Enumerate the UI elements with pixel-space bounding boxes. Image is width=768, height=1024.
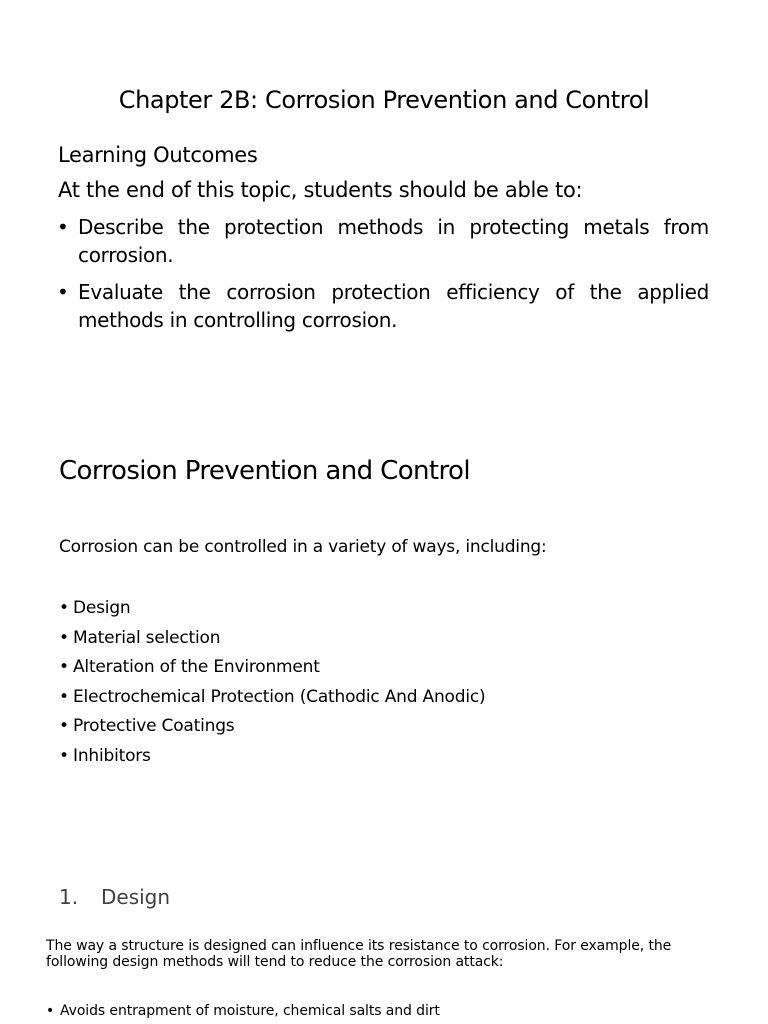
list-item <box>46 1002 440 1020</box>
list-item-text: Alteration of the Environment <box>73 657 320 677</box>
chapter-title: Chapter 2B: Corrosion Prevention and Control <box>118 86 650 114</box>
list-item <box>57 278 709 334</box>
bullet-icon: • <box>59 716 69 736</box>
bullet-icon: • <box>57 280 69 304</box>
list-item <box>59 594 485 624</box>
heading-text: Design <box>101 885 171 909</box>
list-item-text: Electrochemical Protection (Cathodic And Anodic) <box>73 686 486 707</box>
heading-number: 1. <box>59 885 79 909</box>
list-item <box>59 712 485 742</box>
section-title: Corrosion Prevention and Control <box>59 456 470 486</box>
learning-outcomes-list <box>57 213 709 334</box>
bullet-icon: • <box>59 686 69 707</box>
design-methods-list <box>46 1002 440 1020</box>
learning-outcomes-intro: At the end of this topic, students should be able to: <box>58 178 583 202</box>
learning-outcomes-heading: Learning Outcomes <box>58 143 258 167</box>
list-item-text: Describe the protection methods in protecting metals from corrosion. <box>78 215 709 267</box>
list-item-text: Avoids entrapment of moisture, chemical salts and dirt <box>60 1003 440 1019</box>
list-item-text: Design <box>73 598 131 618</box>
list-item <box>59 624 485 654</box>
control-methods-list <box>59 594 485 771</box>
bullet-icon: • <box>59 627 69 648</box>
design-heading <box>59 885 170 909</box>
list-item <box>59 742 485 772</box>
design-paragraph: The way a structure is designed can influence its resistance to corrosion. For example, the following design methods will tend to reduce the corrosion attack: <box>46 938 672 970</box>
bullet-icon: • <box>59 745 69 766</box>
list-item-text: Protective Coatings <box>73 716 235 736</box>
bullet-icon: • <box>57 215 69 239</box>
list-item-text: Inhibitors <box>73 745 151 766</box>
bullet-icon: • <box>59 657 69 677</box>
list-item-text: Evaluate the corrosion protection efficiency of the applied methods in controlling corrosion. <box>78 280 709 332</box>
list-item <box>59 683 485 713</box>
list-item-text: Material selection <box>73 627 221 648</box>
bullet-icon: • <box>59 598 69 618</box>
section-intro: Corrosion can be controlled in a variety of ways, including: <box>59 537 547 557</box>
bullet-icon: • <box>46 1003 55 1019</box>
list-item <box>59 653 485 683</box>
list-item <box>57 213 709 269</box>
